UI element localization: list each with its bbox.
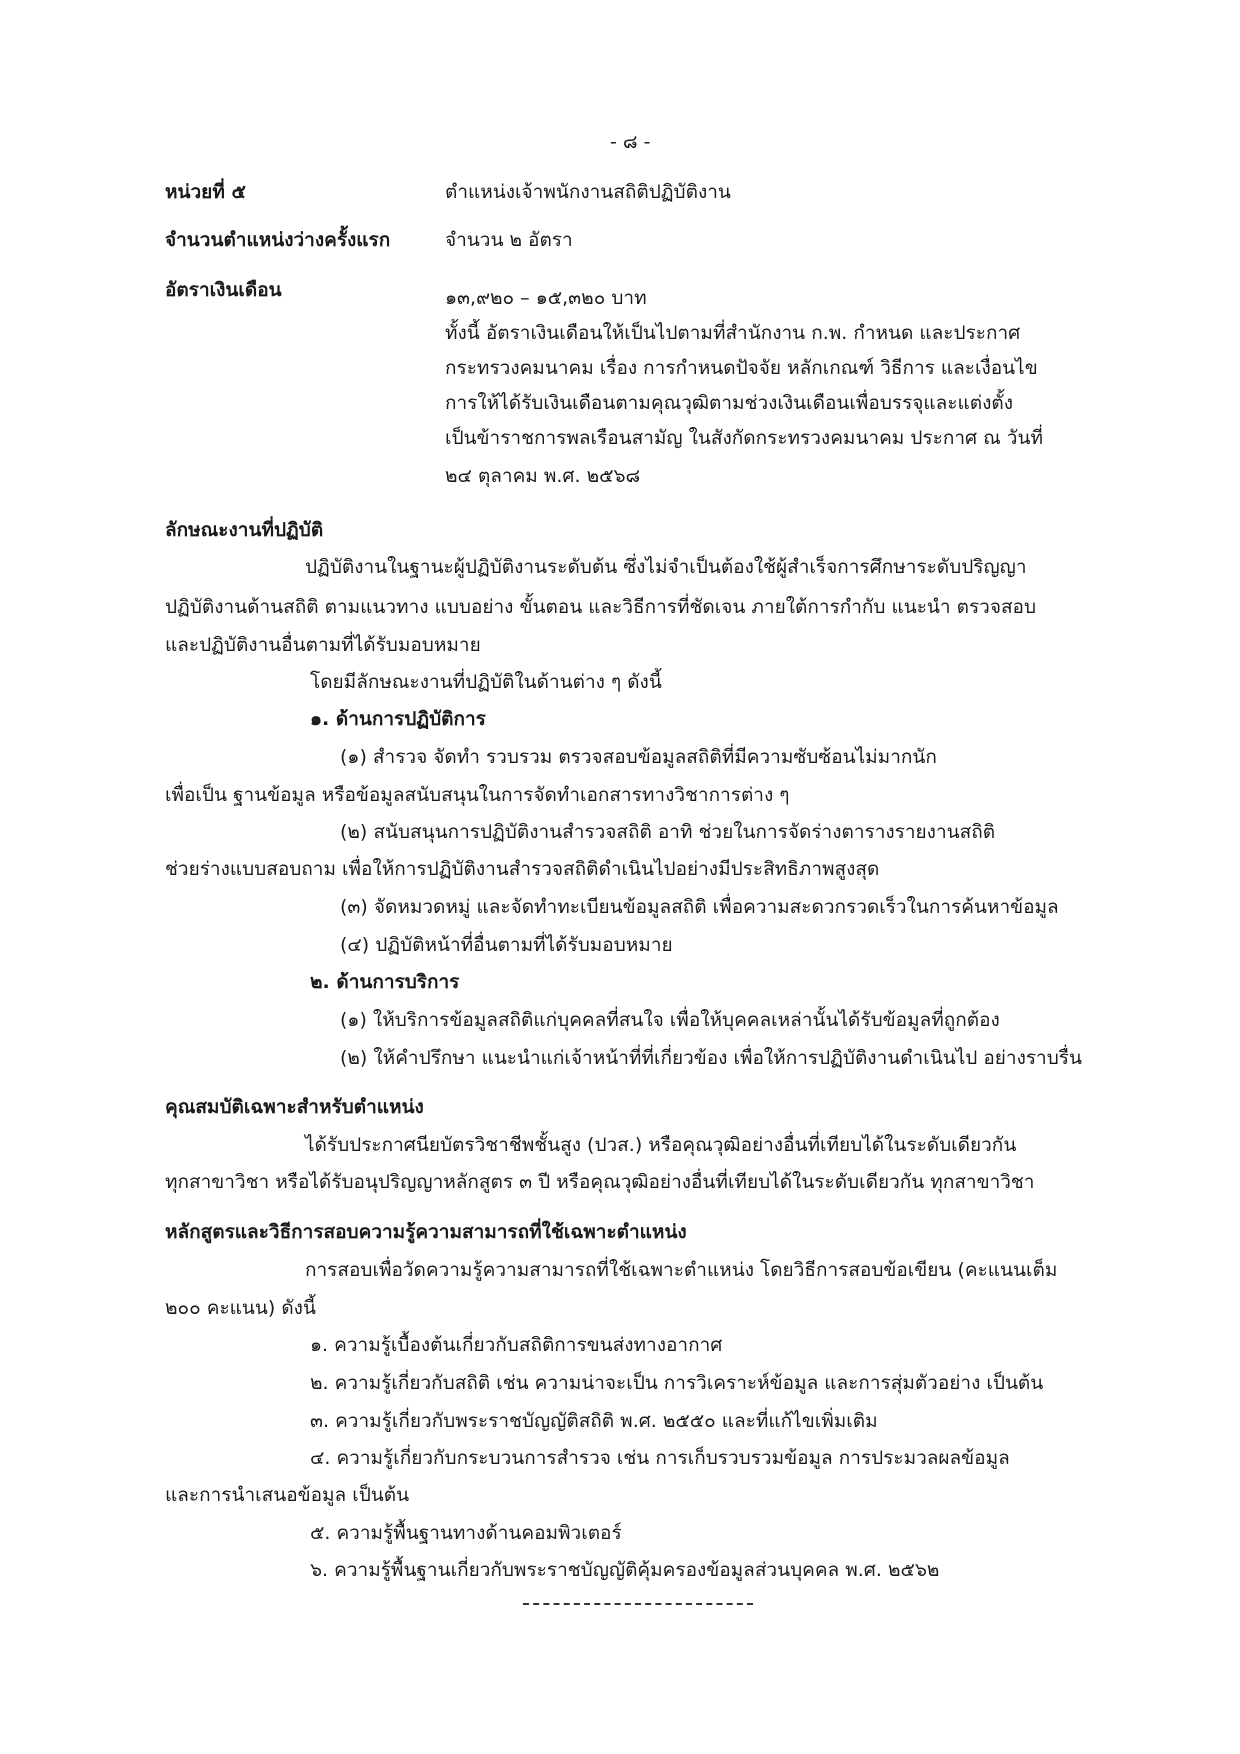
ops-item: (๒) สนับสนุนการปฏิบัติงานสำรวจสถิติ อาทิ ช่วยในการจัดร่างตารางรายงานสถิติ [340,821,996,843]
vacancy-label: จำนวนตำแหน่งว่างครั้งแรก [165,229,391,251]
page-number: - ๘ - [610,131,651,153]
unit-label: หน่วยที่ ๕ [165,181,246,203]
duties-intro: และปฏิบัติงานอื่นตามที่ได้รับมอบหมาย [165,634,481,656]
duties-heading: ลักษณะงานที่ปฏิบัติ [165,519,324,541]
salary-line: ๑๓,๙๒๐ – ๑๕,๓๒๐ บาท [445,287,647,309]
ops-heading: ๑. ด้านการปฏิบัติการ [310,708,486,730]
svc-item: (๑) ให้บริการข้อมูลสถิติแก่บุคคลที่สนใจ เพื่อให้บุคคลเหล่านั้นได้รับข้อมูลที่ถูกต้อง [340,1009,1000,1031]
svc-heading: ๒. ด้านการบริการ [310,971,460,993]
duties-intro: ปฏิบัติงานในฐานะผู้ปฏิบัติงานระดับต้น ซึ่งไม่จำเป็นต้องใช้ผู้สำเร็จการศึกษาระดับปริญญา [305,556,1027,578]
end-divider [523,1603,753,1605]
exam-line: ๒๐๐ คะแนน) ดังนี้ [165,1297,316,1319]
exam-heading: หลักสูตรและวิธีการสอบความรู้ความสามารถที่ใช้เฉพาะตำแหน่ง [165,1221,687,1243]
ops-item: ช่วยร่างแบบสอบถาม เพื่อให้การปฏิบัติงานสำรวจสถิติดำเนินไปอย่างมีประสิทธิภาพสูงสุด [165,858,880,880]
salary-line: ๒๔ ตุลาคม พ.ศ. ๒๕๖๘ [445,465,641,487]
unit-value: ตำแหน่งเจ้าพนักงานสถิติปฏิบัติงาน [445,181,731,203]
exam-item: ๓. ความรู้เกี่ยวกับพระราชบัญญัติสถิติ พ.ศ. ๒๕๕๐ และที่แก้ไขเพิ่มเติม [310,1410,878,1432]
qualification-line: ได้รับประกาศนียบัตรวิชาชีพชั้นสูง (ปวส.) หรือคุณวุฒิอย่างอื่นที่เทียบได้ในระดับเดียวกัน [305,1134,1017,1156]
exam-item: ๕. ความรู้พื้นฐานทางด้านคอมพิวเตอร์ [310,1522,622,1544]
exam-item: ๖. ความรู้พื้นฐานเกี่ยวกับพระราชบัญญัติคุ้มครองข้อมูลส่วนบุคคล พ.ศ. ๒๕๖๒ [310,1559,940,1581]
exam-item: ๔. ความรู้เกี่ยวกับกระบวนการสำรวจ เช่น การเก็บรวบรวมข้อมูล การประมวลผลข้อมูล [310,1447,1010,1469]
duties-intro: ปฏิบัติงานด้านสถิติ ตามแนวทาง แบบอย่าง ขั้นตอน และวิธีการที่ชัดเจน ภายใต้การกำกับ แนะนำ ตรวจสอบ [165,596,1037,618]
ops-item: (๓) จัดหมวดหมู่ และจัดทำทะเบียนข้อมูลสถิติ เพื่อความสะดวกรวดเร็วในการค้นหาข้อมูล [340,896,1059,918]
salary-label: อัตราเงินเดือน [165,279,282,301]
ops-item: เพื่อเป็น ฐานข้อมูล หรือข้อมูลสนับสนุนในการจัดทำเอกสารทางวิชาการต่าง ๆ [165,784,790,806]
ops-item: (๑) สำรวจ จัดทำ รวบรวม ตรวจสอบข้อมูลสถิติที่มีความซับซ้อนไม่มากนัก [340,746,937,768]
svc-item: (๒) ให้คำปรึกษา แนะนำแก่เจ้าหน้าที่ที่เกี่ยวข้อง เพื่อให้การปฏิบัติงานดำเนินไป อย่างราบรื่น [340,1047,1082,1069]
exam-item-continued: และการนำเสนอข้อมูล เป็นต้น [165,1484,410,1506]
salary-line: กระทรวงคมนาคม เรื่อง การกำหนดปัจจัย หลักเกณฑ์ วิธีการ และเงื่อนไข [445,357,1038,379]
vacancy-value: จำนวน ๒ อัตรา [445,229,573,251]
exam-line: การสอบเพื่อวัดความรู้ความสามารถที่ใช้เฉพาะตำแหน่ง โดยวิธีการสอบข้อเขียน (คะแนนเต็ม [305,1259,1058,1281]
exam-item: ๑. ความรู้เบื้องต้นเกี่ยวกับสถิติการขนส่งทางอากาศ [310,1334,723,1356]
exam-item: ๒. ความรู้เกี่ยวกับสถิติ เช่น ความน่าจะเป็น การวิเคราะห์ข้อมูล และการสุ่มตัวอย่าง เป็นต้น [310,1372,1044,1394]
salary-line: เป็นข้าราชการพลเรือนสามัญ ในสังกัดกระทรวงคมนาคม ประกาศ ณ วันที่ [445,427,1043,449]
qualification-line: ทุกสาขาวิชา หรือได้รับอนุปริญญาหลักสูตร ๓ ปี หรือคุณวุฒิอย่างอื่นที่เทียบได้ในระดับเดียวกัน ทุกสาขาวิชา [165,1171,1035,1193]
salary-line: การให้ได้รับเงินเดือนตามคุณวุฒิตามช่วงเงินเดือนเพื่อบรรจุและแต่งตั้ง [445,392,1014,414]
duties-lead: โดยมีลักษณะงานที่ปฏิบัติในด้านต่าง ๆ ดังนี้ [310,671,662,693]
salary-line: ทั้งนี้ อัตราเงินเดือนให้เป็นไปตามที่สำนักงาน ก.พ. กำหนด และประกาศ [445,322,1021,344]
qualifications-heading: คุณสมบัติเฉพาะสำหรับตำแหน่ง [165,1096,424,1118]
ops-item: (๔) ปฏิบัติหน้าที่อื่นตามที่ได้รับมอบหมาย [340,934,673,956]
